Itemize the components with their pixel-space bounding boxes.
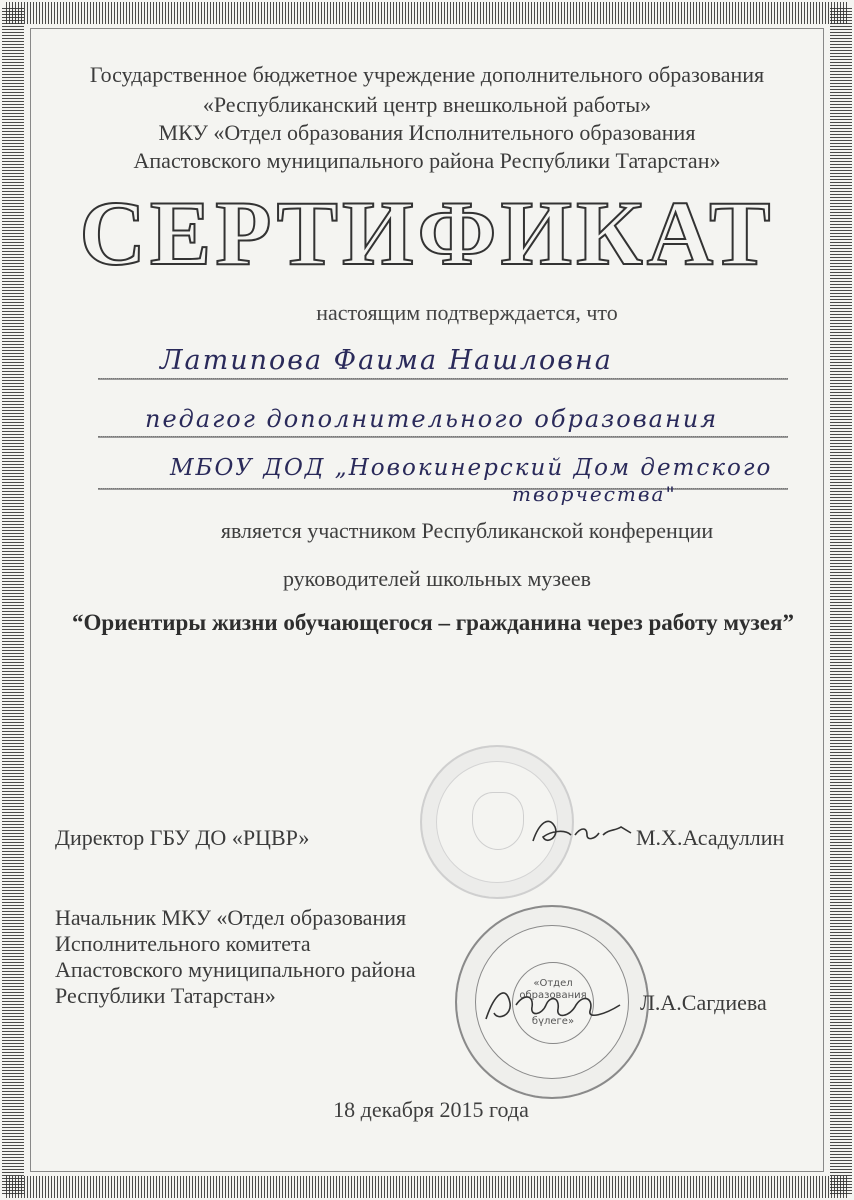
position-underline bbox=[98, 436, 788, 438]
header-line-4: Апастовского муниципального района Республики Татарстан» bbox=[133, 148, 721, 173]
recipient-organization-line-1: МБОУ ДОД „Новокинерский Дом детского bbox=[170, 455, 773, 481]
name-underline bbox=[98, 378, 788, 380]
conference-title: “Ориентиры жизни обучающегося – гражданина через работу музея” bbox=[72, 610, 794, 635]
certificate-date: 18 декабря 2015 года bbox=[333, 1097, 529, 1122]
director-label: Директор ГБУ ДО «РЦВР» bbox=[55, 825, 310, 850]
chief-label-line-2: Исполнительного комитета bbox=[55, 931, 311, 956]
certificate-title: СЕРТИФИКАТ bbox=[79, 182, 775, 284]
chief-label-line-4: Республики Татарстан» bbox=[55, 983, 276, 1008]
chief-name: Л.А.Сагдиева bbox=[640, 990, 767, 1015]
emblem-icon bbox=[472, 792, 524, 850]
header-line-2: «Республиканский центр внешкольной работы» bbox=[202, 92, 652, 117]
stamp-inner-line-3: бүлеге» bbox=[531, 1016, 575, 1027]
recipient-position: педагог дополнительного образования bbox=[145, 405, 719, 433]
recipient-organization-line-2: творчества" bbox=[512, 482, 677, 506]
chief-label-line-3: Апастовского муниципального района bbox=[55, 957, 416, 982]
header-line-3: МКУ «Отдел образования Исполнительного образования bbox=[158, 120, 696, 145]
recipient-name: Латипова Фаима Нашловна bbox=[160, 345, 613, 376]
header-line-1: Государственное бюджетное учреждение дополнительного образования bbox=[89, 62, 765, 87]
participation-text-2: руководителей школьных музеев bbox=[282, 566, 592, 591]
org-underline bbox=[98, 488, 788, 490]
confirm-text: настоящим подтверждается, что bbox=[316, 300, 618, 325]
chief-signature bbox=[480, 975, 630, 1035]
chief-label-line-1: Начальник МКУ «Отдел образования bbox=[55, 905, 407, 930]
decorative-border-top bbox=[6, 2, 848, 24]
stamp-inner-line-2: образования bbox=[519, 990, 587, 1001]
director-signature bbox=[525, 805, 635, 855]
decorative-border-bottom bbox=[6, 1176, 848, 1198]
stamp-inner-line-1: «Отдел bbox=[533, 978, 573, 989]
participation-text: является участником Республиканской конференции bbox=[220, 518, 714, 543]
director-name: М.Х.Асадуллин bbox=[636, 825, 785, 850]
